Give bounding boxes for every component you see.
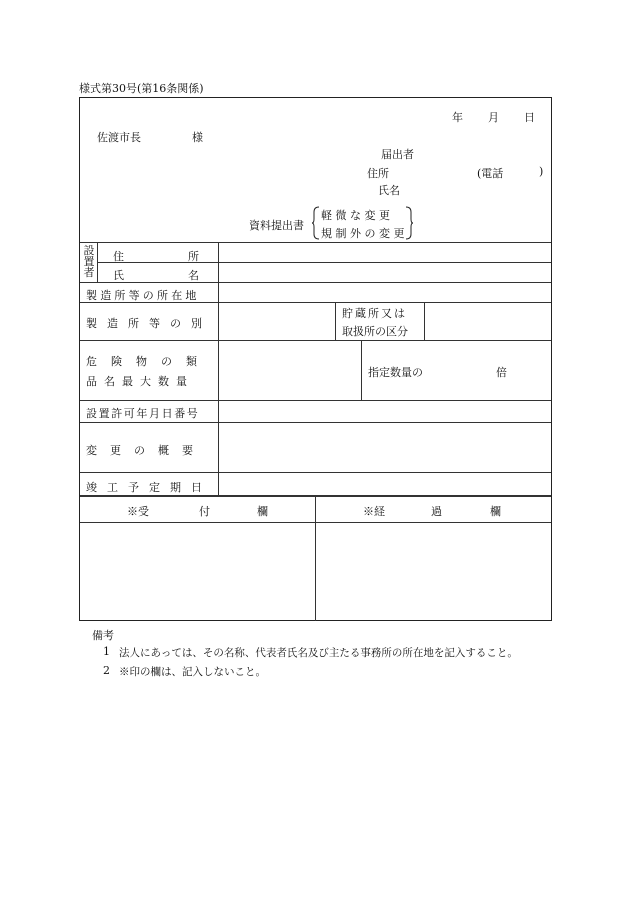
completion-label: 竣工予定期日	[86, 481, 212, 494]
times-label: 倍	[496, 366, 507, 379]
change-summary-label: 変更の概要	[86, 444, 206, 457]
designated-qty-label: 指定数量の	[368, 366, 423, 379]
form-table	[79, 97, 552, 621]
note-2-number: 2	[103, 664, 110, 677]
hazard-label-2: 品名最大数量	[86, 375, 194, 388]
storage-type-label-1: 貯蔵所又は	[342, 307, 407, 320]
left-brace-icon	[312, 206, 320, 240]
note-1-text: 法人にあっては、その名称、代表者氏名及び主たる事務所の所在地を記入すること。	[119, 647, 518, 659]
addressee-name: 佐渡市長	[97, 131, 141, 144]
progress-label-2: 欄	[490, 505, 501, 518]
notes-heading: 備考	[92, 629, 114, 642]
reception-label-1: 付	[199, 505, 210, 518]
doc-title-option-1: 軽 微 な 変 更	[321, 209, 390, 222]
notifier-name-label: 氏名	[378, 184, 400, 197]
progress-label-1: 過	[431, 505, 442, 518]
installer-name-label: 氏名	[113, 269, 263, 282]
hazard-label-1: 危険物の類	[86, 355, 211, 368]
progress-mark: ※経	[363, 505, 385, 518]
addressee-honorific: 様	[192, 131, 203, 144]
doc-title-option-2: 規 制 外 の 変 更	[321, 227, 405, 240]
notifier-phone-open: (電話	[477, 167, 504, 180]
notifier-address-label: 住所	[367, 167, 389, 180]
date-month: 月	[488, 111, 499, 124]
installer-address-label	[113, 248, 263, 264]
permit-label: 設置許可年月日番号	[86, 407, 200, 420]
reception-label-2: 欄	[257, 505, 268, 518]
installer-address-text: 住所	[113, 250, 263, 263]
location-label: 製造所等の所在地	[86, 289, 200, 302]
installer-label: 設置者	[83, 244, 95, 279]
notifier-title: 届出者	[381, 148, 414, 161]
date-day: 日	[524, 111, 535, 124]
date-year: 年	[452, 111, 463, 124]
facility-type-label: 製造所等の別	[86, 317, 212, 330]
notifier-phone-close: )	[539, 165, 544, 178]
reception-mark: ※受	[127, 505, 149, 518]
form-number: 様式第30号(第16条関係)	[79, 82, 204, 95]
note-2-text: ※印の欄は、記入しないこと。	[119, 666, 266, 678]
note-1-number: 1	[103, 645, 110, 658]
storage-type-label-2: 取扱所の区分	[342, 325, 408, 338]
doc-title-main: 資料提出書	[249, 219, 304, 232]
right-brace-icon	[405, 206, 413, 240]
